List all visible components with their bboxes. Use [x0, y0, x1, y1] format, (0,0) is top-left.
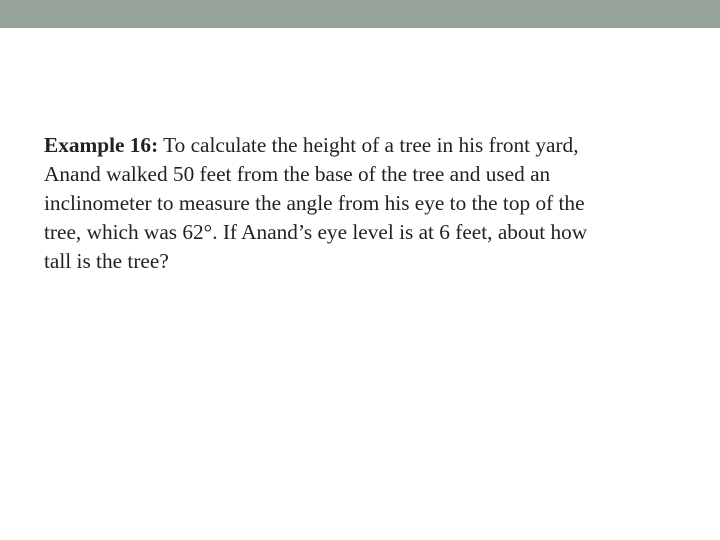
problem-line-1	[44, 131, 684, 160]
problem-line-5: tall is the tree?	[44, 249, 169, 273]
top-bar	[0, 0, 720, 28]
example-label: Example 16:	[44, 133, 159, 157]
example-problem	[44, 131, 684, 276]
problem-line-4: tree, which was 62°. If Anand’s eye level is at 6 feet, about how	[44, 220, 588, 244]
problem-line-3: inclinometer to measure the angle from his eye to the top of the	[44, 191, 585, 215]
problem-line-2: Anand walked 50 feet from the base of the tree and used an	[44, 162, 551, 186]
problem-text-1: To calculate the height of a tree in his front yard,	[158, 133, 579, 157]
